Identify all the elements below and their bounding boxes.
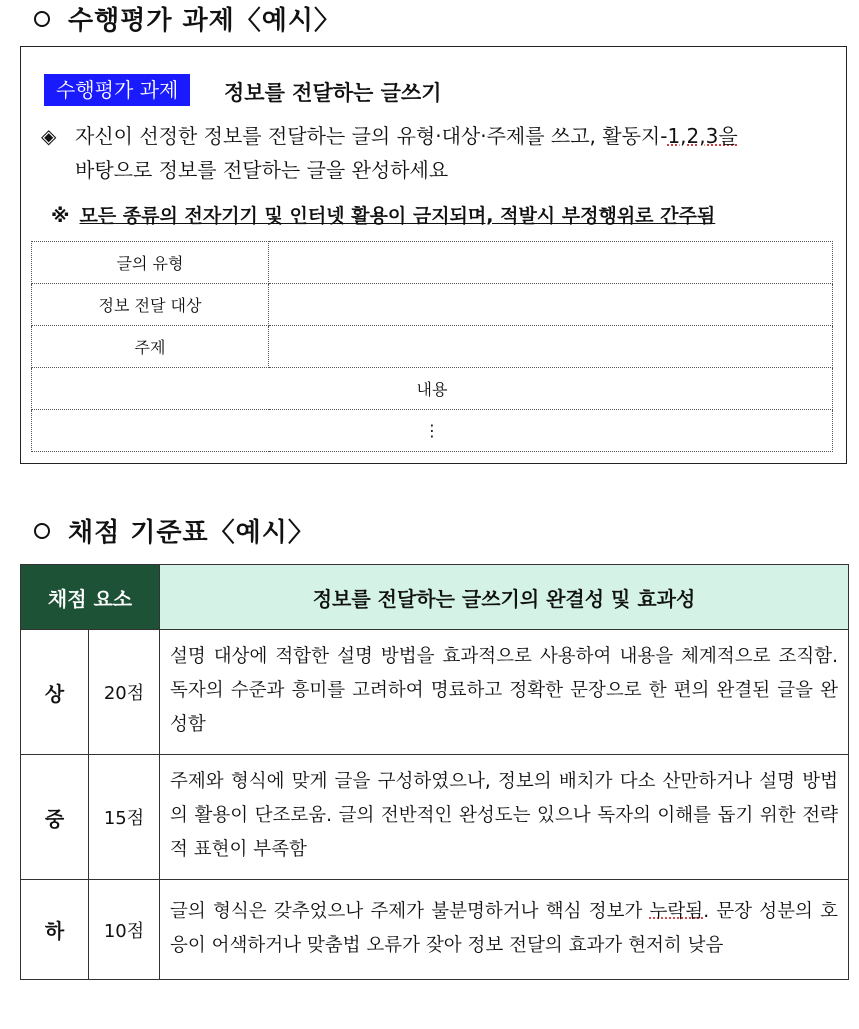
rubric-row (21, 755, 849, 880)
form-label-audience: 정보 전달 대상 (32, 284, 269, 326)
form-content-label: 내용 (32, 368, 833, 410)
form-row (32, 242, 833, 284)
form-row (32, 410, 833, 452)
rubric-description: 설명 대상에 적합한 설명 방법을 효과적으로 사용하여 내용을 체계적으로 조직함. 독자의 수준과 흥미를 고려하여 명료하고 정확한 문장으로 한 편의 완결된 글을 완성함 (160, 630, 849, 755)
rubric-grade: 상 (21, 630, 89, 755)
rubric-header-element: 채점 요소 (21, 565, 160, 630)
warning-text: 모든 종류의 전자기기 및 인터넷 활용이 금지되며, 적발시 부정행위로 간주됨 (79, 205, 716, 227)
task-instruction (41, 119, 841, 187)
section-heading-rubric (34, 512, 315, 549)
rubric-description: 주제와 형식에 맞게 글을 구성하였으나, 정보의 배치가 다소 산만하거나 설명 방법의 활용이 단조로움. 글의 전반적인 완성도는 있으나 독자의 이해를 돕기 위한 전략적 표현이 부족함 (160, 755, 849, 880)
form-field-audience[interactable] (269, 284, 833, 326)
rubric-description-part: . 문장 성분의 호응이 어색하거나 맞춤법 오류가 잦아 정보 전달의 효과가 현저히 낮음 (170, 900, 839, 956)
circle-bullet-icon (34, 523, 50, 539)
section-title: 채점 기준표〈예시〉 (68, 518, 315, 548)
diamond-bullet-icon: ◈ (41, 124, 57, 148)
reference-mark-icon: ※ (51, 205, 70, 227)
form-content-area[interactable]: ⋮ (32, 410, 833, 452)
rubric-header-row (21, 565, 849, 630)
task-title: 정보를 전달하는 글쓰기 (224, 81, 442, 105)
rubric-description (160, 880, 849, 980)
rubric-description-part: 글의 형식은 갖추었으나 주제가 불분명하거나 핵심 정보가 (170, 900, 650, 922)
form-row (32, 326, 833, 368)
rubric-score: 20점 (89, 630, 160, 755)
warning-note (51, 201, 715, 228)
section-heading-task (34, 0, 341, 37)
form-row (32, 368, 833, 410)
rubric-row (21, 880, 849, 980)
rubric-row (21, 630, 849, 755)
rubric-grade: 하 (21, 880, 89, 980)
instruction-text: 자신이 선정한 정보를 전달하는 글의 유형·대상·주제를 쓰고, 활동지- (75, 124, 668, 148)
form-label-topic: 주제 (32, 326, 269, 368)
form-label-type: 글의 유형 (32, 242, 269, 284)
instruction-number: 1,2,3을 (667, 124, 738, 148)
rubric-description-underlined: 누락됨 (649, 900, 704, 922)
rubric-grade: 중 (21, 755, 89, 880)
form-row (32, 284, 833, 326)
task-form-table (31, 241, 833, 452)
circle-bullet-icon (34, 11, 50, 27)
rubric-score: 10점 (89, 880, 160, 980)
instruction-line2: 바탕으로 정보를 전달하는 글을 완성하세요 (75, 158, 449, 182)
rubric-header-criterion: 정보를 전달하는 글쓰기의 완결성 및 효과성 (160, 565, 849, 630)
rubric-table (20, 564, 849, 980)
rubric-score: 15점 (89, 755, 160, 880)
task-box (20, 46, 847, 464)
section-title: 수행평가 과제〈예시〉 (68, 6, 341, 36)
task-tag: 수행평가 과제 (44, 74, 190, 106)
form-field-type[interactable] (269, 242, 833, 284)
form-field-topic[interactable] (269, 326, 833, 368)
